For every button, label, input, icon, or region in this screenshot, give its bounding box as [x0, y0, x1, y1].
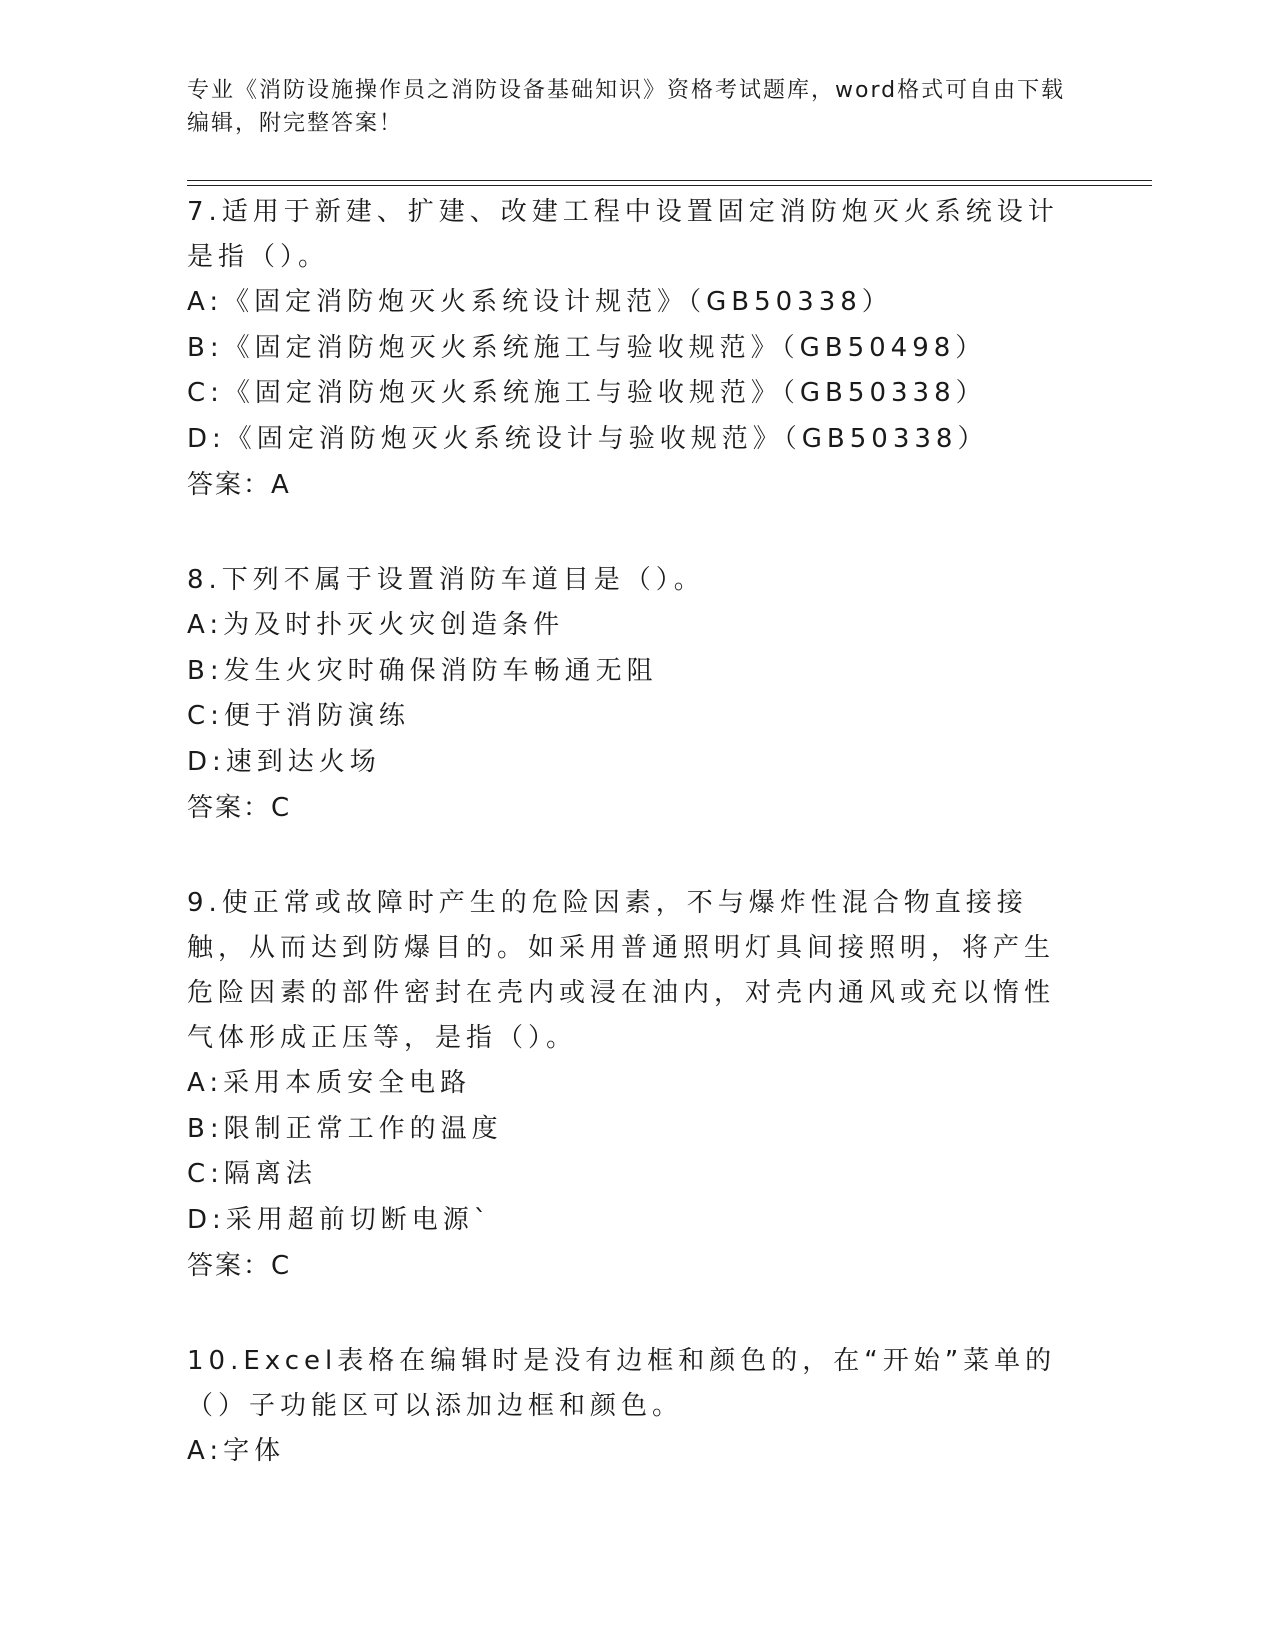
option-d: D:《固定消防炮灭火系统设计与验收规范》（GB50338）	[187, 423, 989, 454]
header-divider-top	[187, 180, 1152, 181]
question-text: 9.使正常或故障时产生的危险因素，不与爆炸性混合物直接接触，从而达到防爆目的。如采用普通照明灯具间接照明，将产生危险因素的部件密封在壳内或浸在油内，对壳内通风或充以惰性气体形成正压等，是指（）。	[187, 888, 1056, 1053]
document-intro: 专业《消防设施操作员之消防设备基础知识》资格考试题库，word格式可自由下载编辑，附完整答案！	[187, 78, 1066, 136]
question-9	[187, 881, 1067, 1289]
option-c: C:隔离法	[187, 1159, 317, 1189]
option-a: A:《固定消防炮灭火系统设计规范》（GB50338）	[187, 287, 893, 317]
option-b: B:发生火灾时确保消防车畅通无阻	[187, 655, 658, 686]
question-10	[187, 1339, 1067, 1475]
question-list	[187, 190, 1067, 1525]
answer-line: 答案：A	[187, 470, 291, 500]
option-a: A:字体	[187, 1436, 286, 1466]
question-7	[187, 190, 1067, 508]
option-d: D:速到达火场	[187, 746, 381, 777]
option-b: B:《固定消防炮灭火系统施工与验收规范》（GB50498）	[187, 332, 987, 363]
option-d: D:采用超前切断电源`	[187, 1204, 492, 1235]
option-a: A:采用本质安全电路	[187, 1068, 472, 1098]
header-divider-bottom	[187, 185, 1152, 186]
option-a: A:为及时扑灭火灾创造条件	[187, 610, 565, 640]
option-b: B:限制正常工作的温度	[187, 1113, 503, 1144]
question-text: 7.适用于新建、扩建、改建工程中设置固定消防炮灭火系统设计是指（）。	[187, 197, 1059, 272]
answer-line: 答案：C	[187, 1251, 292, 1281]
answer-line: 答案：C	[187, 793, 292, 823]
question-text: 8.下列不属于设置消防车道目是（）。	[187, 565, 705, 595]
option-c: C:便于消防演练	[187, 701, 410, 731]
question-text: 10.Excel表格在编辑时是没有边框和颜色的，在“开始”菜单的（）子功能区可以添加边框和颜色。	[187, 1346, 1057, 1421]
question-8	[187, 558, 1067, 831]
option-c: C:《固定消防炮灭火系统施工与验收规范》（GB50338）	[187, 378, 987, 408]
